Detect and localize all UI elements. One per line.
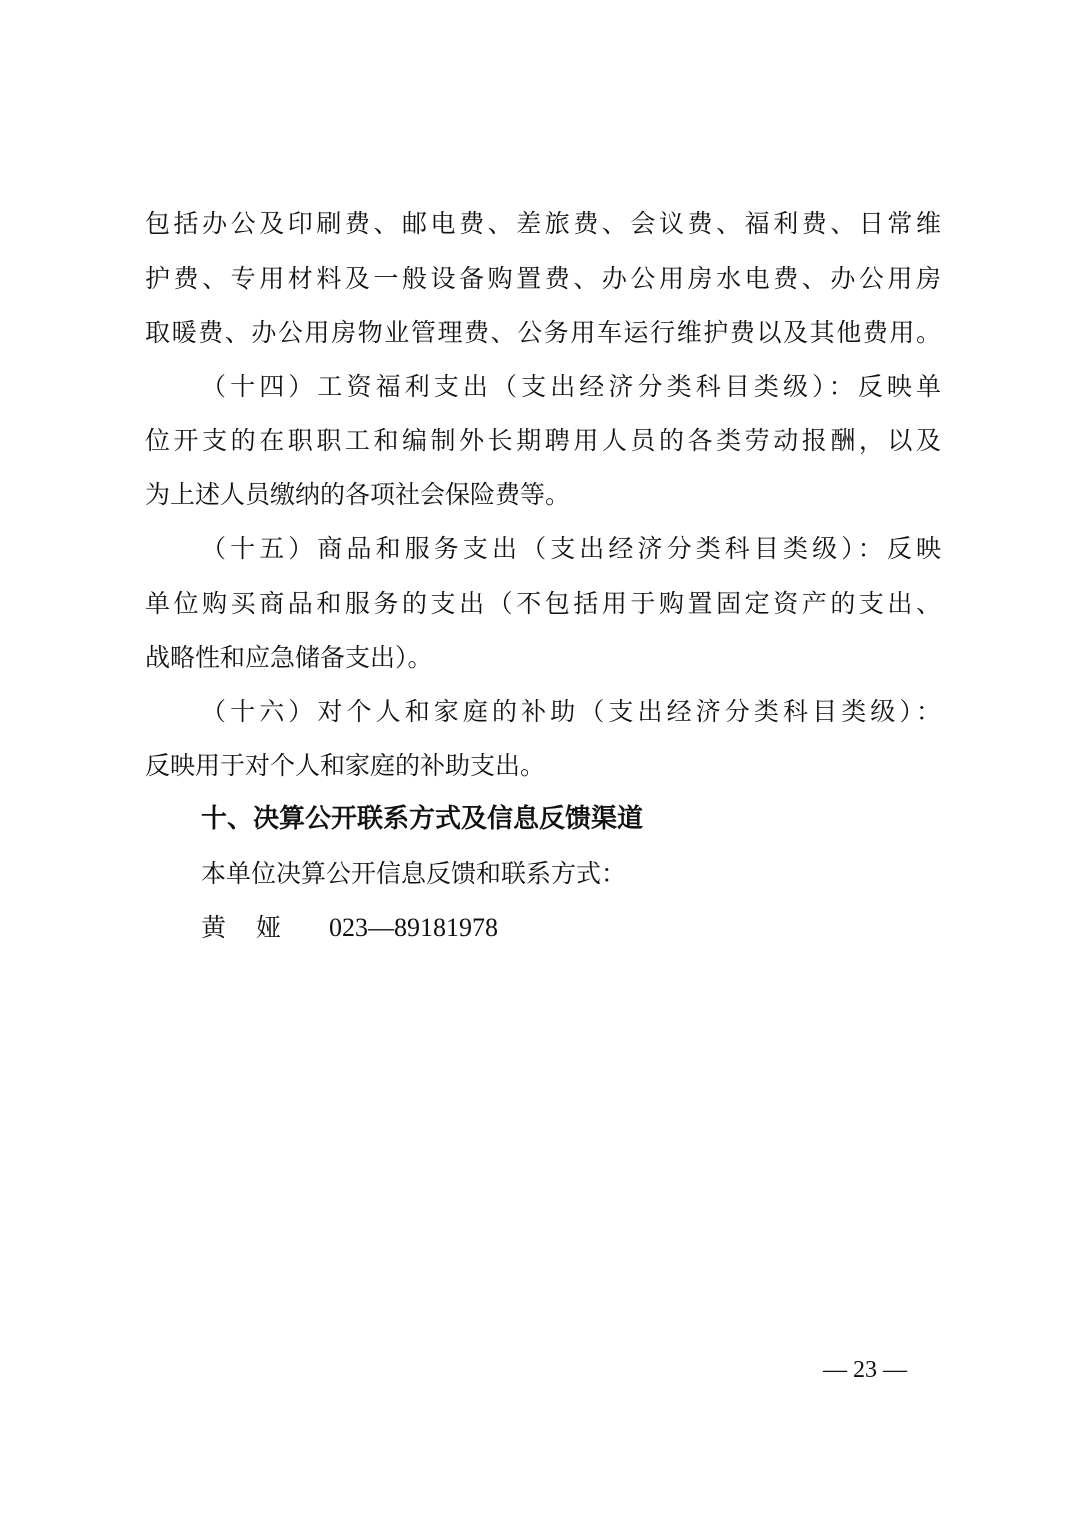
paragraph-3-line-2: 单位购买商品和服务的支出（不包括用于购置固定资产的支出、: [145, 589, 941, 618]
paragraph-4-line-1: （十六）对个人和家庭的补助（支出经济分类科目类级）：: [201, 697, 941, 726]
paragraph-1-line-1: 包括办公及印刷费、邮电费、差旅费、会议费、福利费、日常维: [145, 209, 941, 238]
section-heading: 十、决算公开联系方式及信息反馈渠道: [201, 804, 644, 834]
contact-name: 黄娅: [201, 913, 312, 942]
paragraph-3-line-3: 战略性和应急储备支出）。: [145, 643, 433, 672]
paragraph-1-line-2: 护费、专用材料及一般设备购置费、办公用房水电费、办公用房: [145, 264, 941, 293]
page-number: — 23 —: [823, 1357, 907, 1383]
paragraph-4-line-2: 反映用于对个人和家庭的补助支出。: [145, 751, 546, 780]
contact-phone: 023—89181978: [329, 913, 498, 942]
contact-intro: 本单位决算公开信息反馈和联系方式：: [201, 859, 627, 888]
paragraph-2-line-2: 位开支的在职职工和编制外长期聘用人员的各类劳动报酬，以及: [145, 426, 941, 455]
paragraph-3-line-1: （十五）商品和服务支出（支出经济分类科目类级）：反映: [201, 534, 941, 563]
paragraph-2-line-3: 为上述人员缴纳的各项社会保险费等。: [145, 480, 571, 509]
paragraph-1-line-3: 取暖费、办公用房物业管理费、公务用车运行维护费以及其他费用。: [145, 318, 941, 347]
paragraph-2-line-1: （十四）工资福利支出（支出经济分类科目类级）：反映单: [201, 372, 941, 401]
contact-row: [201, 908, 498, 948]
